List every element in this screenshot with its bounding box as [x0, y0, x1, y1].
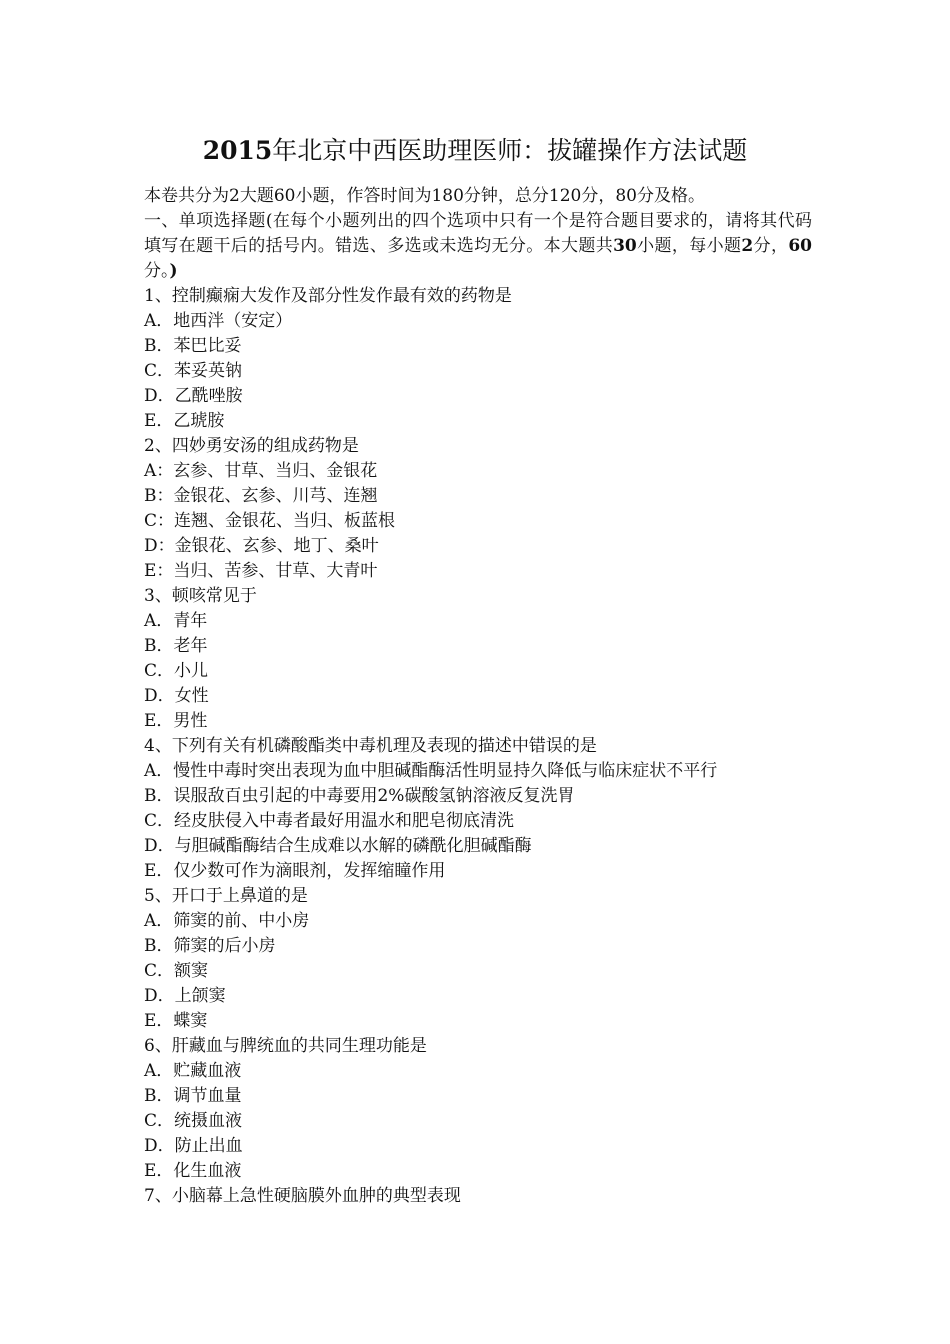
answer-option: D：金银花、玄参、地丁、桑叶	[144, 536, 379, 556]
document-body	[144, 184, 812, 1209]
question-stem: 2、四妙勇安汤的组成药物是	[144, 436, 359, 456]
question-item	[144, 884, 812, 1034]
question-stem: 3、顿咳常见于	[144, 586, 257, 606]
answer-option: E．蝶窦	[144, 1011, 208, 1031]
answer-option: B．筛窦的后小房	[144, 936, 276, 956]
answer-option: D．防止出血	[144, 1136, 243, 1156]
answer-option: B．调节血量	[144, 1086, 242, 1106]
exam-intro: 本卷共分为2大题60小题，作答时间为180分钟，总分120分，80分及格。	[144, 186, 705, 206]
answer-option: B：金银花、玄参、川芎、连翘	[144, 486, 378, 506]
question-item	[144, 434, 812, 584]
answer-option: A．地西泮（安定）	[144, 311, 293, 331]
answer-option: A．青年	[144, 611, 208, 631]
question-stem: 7、小脑幕上急性硬脑膜外血肿的典型表现	[144, 1186, 461, 1206]
answer-option: C．统摄血液	[144, 1111, 243, 1131]
question-stem: 5、开口于上鼻道的是	[144, 886, 308, 906]
answer-option: D．女性	[144, 686, 209, 706]
question-list	[144, 284, 812, 1209]
answer-option: C：连翘、金银花、当归、板蓝根	[144, 511, 396, 531]
answer-option: A：玄参、甘草、当归、金银花	[144, 461, 378, 481]
question-item	[144, 734, 812, 884]
question-stem: 1、控制癫痫大发作及部分性发作最有效的药物是	[144, 286, 512, 306]
answer-option: C．小儿	[144, 661, 209, 681]
answer-option: C．额窦	[144, 961, 209, 981]
answer-option: E．化生血液	[144, 1161, 242, 1181]
question-item	[144, 1034, 812, 1184]
answer-option: D．与胆碱酯酶结合生成难以水解的磷酰化胆碱酯酶	[144, 836, 532, 856]
answer-option: A．筛窦的前、中小房	[144, 911, 310, 931]
answer-option: C．经皮肤侵入中毒者最好用温水和肥皂彻底清洗	[144, 811, 515, 831]
answer-option: A．慢性中毒时突出表现为血中胆碱酯酶活性明显持久降低与临床症状不平行	[144, 761, 718, 781]
answer-option: E．仅少数可作为滴眼剂，发挥缩瞳作用	[144, 861, 446, 881]
answer-option: B．苯巴比妥	[144, 336, 242, 356]
answer-option: E．乙琥胺	[144, 411, 225, 431]
answer-option: A．贮藏血液	[144, 1061, 242, 1081]
answer-option: E．男性	[144, 711, 208, 731]
page-title: 2015年北京中西医助理医师：拔罐操作方法试题	[202, 136, 748, 165]
answer-option: D．乙酰唑胺	[144, 386, 243, 406]
question-item	[144, 1184, 812, 1209]
question-item	[144, 584, 812, 734]
question-stem: 6、肝藏血与脾统血的共同生理功能是	[144, 1036, 427, 1056]
question-item	[144, 284, 812, 434]
answer-option: D．上颌窦	[144, 986, 226, 1006]
answer-option: B．误服敌百虫引起的中毒要用2%碳酸氢钠溶液反复洗胃	[144, 786, 575, 806]
question-stem: 4、下列有关有机磷酸酯类中毒机理及表现的描述中错误的是	[144, 736, 597, 756]
answer-option: E：当归、苦参、甘草、大青叶	[144, 561, 378, 581]
answer-option: C．苯妥英钠	[144, 361, 243, 381]
answer-option: B．老年	[144, 636, 208, 656]
section-heading: 一、单项选择题(在每个小题列出的四个选项中只有一个是符合题目要求的，请将其代码填写在题干后的括号内。错选、多选或未选均无分。本大题共30小题，每小题2分，60分。)	[144, 211, 813, 281]
